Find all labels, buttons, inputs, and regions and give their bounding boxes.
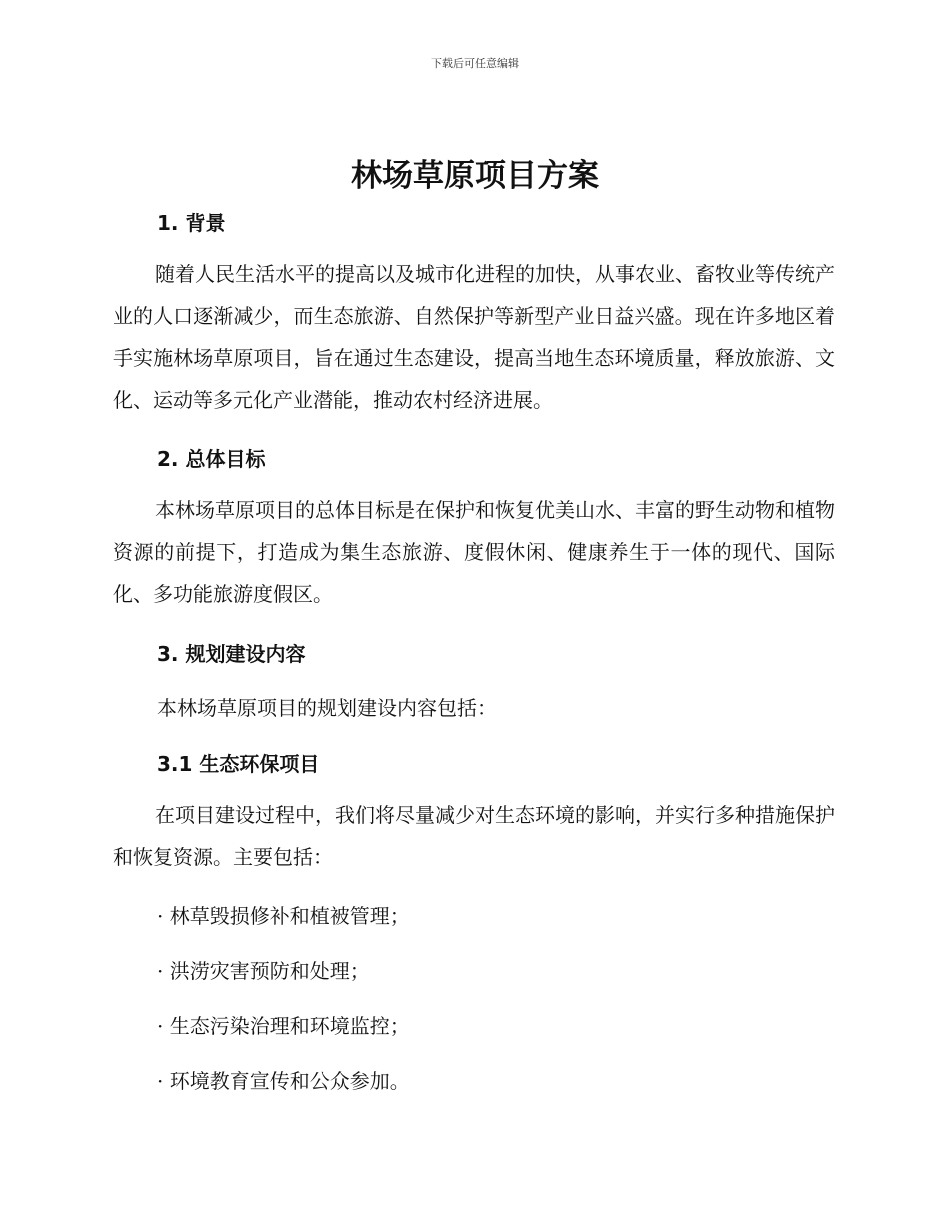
- section-heading-eco-projects: 3.1 生态环保项目: [157, 752, 320, 776]
- bullet-item: · 林草毁损修补和植被管理；: [157, 904, 410, 928]
- section-heading-overall-goal: 2. 总体目标: [157, 447, 266, 471]
- section-heading-background: 1. 背景: [157, 211, 226, 235]
- header-note: 下载后可任意编辑: [431, 57, 519, 70]
- background-paragraph: 随着人民生活水平的提高以及城市化进程的加快，从事农业、畜牧业等传统产业的人口逐渐减少，而生态旅游、自然保护等新型产业日益兴盛。现在许多地区着手实施林场草原项目，旨在通过生态建设，提高当地生态环境质量，释放旅游、文化、运动等多元化产业潜能，推动农村经济进展。: [113, 262, 835, 412]
- document-title: 林场草原项目方案: [351, 158, 599, 194]
- eco-projects-paragraph: 在项目建设过程中，我们将尽量减少对生态环境的影响，并实行多种措施保护和恢复资源。主要包括：: [113, 803, 835, 869]
- bullet-item: · 环境教育宣传和公众参加。: [157, 1069, 410, 1093]
- overall-goal-paragraph: 本林场草原项目的总体目标是在保护和恢复优美山水、丰富的野生动物和植物资源的前提下，打造成为集生态旅游、度假休闲、健康养生于一体的现代、国际化、多功能旅游度假区。: [113, 498, 835, 606]
- bullet-item: · 洪涝灾害预防和处理；: [157, 959, 370, 983]
- bullet-item: · 生态污染治理和环境监控；: [157, 1014, 410, 1038]
- section-heading-planning-content: 3. 规划建设内容: [157, 642, 306, 666]
- planning-content-intro: 本林场草原项目的规划建设内容包括：: [157, 696, 497, 720]
